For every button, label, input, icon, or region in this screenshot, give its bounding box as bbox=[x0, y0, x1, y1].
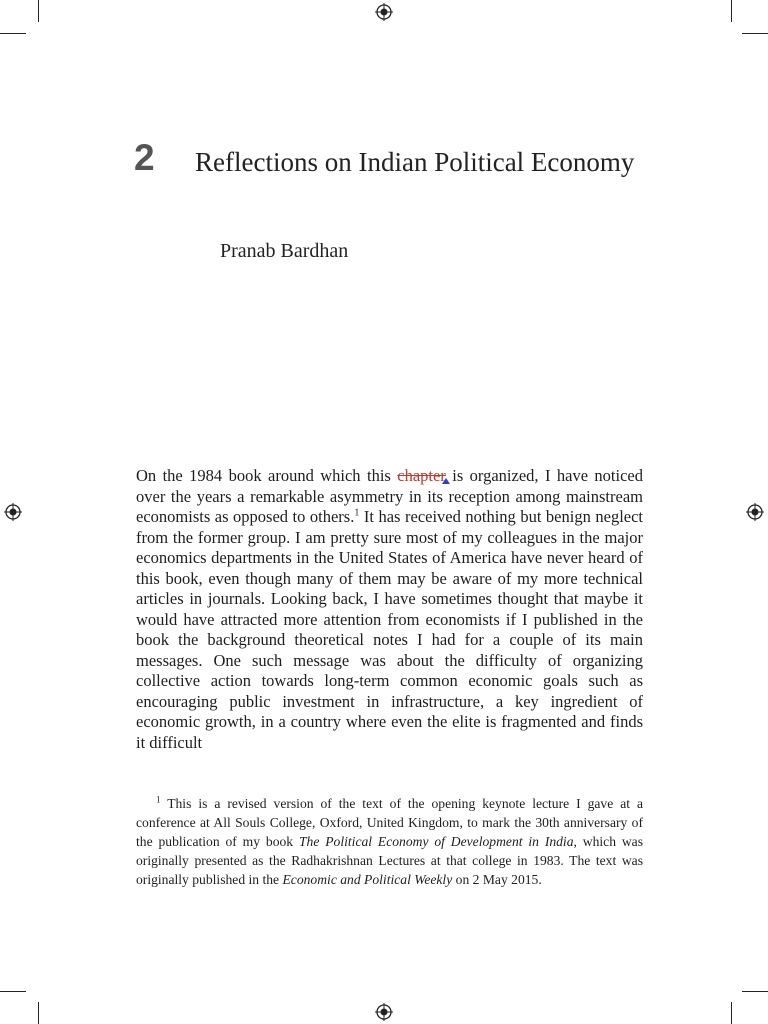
footnote-reference[interactable]: 1 bbox=[354, 507, 360, 519]
crop-mark bbox=[0, 991, 26, 992]
text-run: , which was originally presented as the Radhakrishnan Lectures at that college in 1983. The text was originally published in the bbox=[136, 834, 644, 887]
text-run: On the 1984 book around which this bbox=[136, 466, 398, 485]
footnote-paragraph bbox=[136, 794, 643, 889]
text-run: It has received nothing but benign neglect from the former group. I am pretty sure most of my colleagues in the major economics departments in the United States of America have never heard of this book, even though many of them may be aware of my more technical articles in journals. Looking back, I have sometimes thought that maybe it would have attracted more attention from economists if I published in the book the background theoretical notes I had for a couple of its main messages. One such message was about the difficulty of organizing collective action towards long-term common economic goals such as encouraging public investment in infrastructure, a key ingredient of economic growth, in a country where even the elite is fragmented and finds it difficult bbox=[136, 507, 644, 752]
footnote-marker: 1 bbox=[156, 794, 161, 805]
chapter-number: 2 bbox=[134, 137, 155, 178]
chapter-author: Pranab Bardhan bbox=[220, 240, 349, 262]
chapter-title: Reflections on Indian Political Economy bbox=[195, 147, 635, 177]
registration-mark-icon bbox=[4, 503, 22, 521]
text-run: This is a revised version of the text of the opening keynote lecture I gave at a conference at All Souls College, Oxford, United Kingdom, to mark the 30th anniversary of the publication of my book bbox=[136, 796, 643, 849]
journal-title: Economic and Political Weekly bbox=[282, 872, 453, 887]
crop-mark bbox=[38, 1002, 39, 1024]
footnote bbox=[136, 794, 643, 889]
crop-mark bbox=[0, 33, 26, 34]
paragraph bbox=[136, 466, 643, 753]
crop-mark bbox=[731, 0, 732, 22]
registration-mark-icon bbox=[375, 3, 393, 21]
book-title: The Political Economy of Development in India bbox=[298, 834, 574, 849]
crop-mark bbox=[731, 1002, 732, 1024]
text-run: on 2 May 2015. bbox=[452, 872, 542, 887]
crop-mark bbox=[742, 991, 768, 992]
deleted-word: chapter bbox=[397, 466, 446, 485]
body-text bbox=[136, 466, 643, 753]
registration-mark-icon bbox=[375, 1003, 393, 1021]
insertion-caret-icon bbox=[442, 478, 450, 484]
registration-mark-icon bbox=[746, 503, 764, 521]
crop-mark bbox=[742, 33, 768, 34]
text-run: is organized, I have noticed over the years a remarkable asymmetry in its reception among mainstream economists as opposed to others. bbox=[136, 466, 643, 526]
crop-mark bbox=[38, 0, 39, 22]
